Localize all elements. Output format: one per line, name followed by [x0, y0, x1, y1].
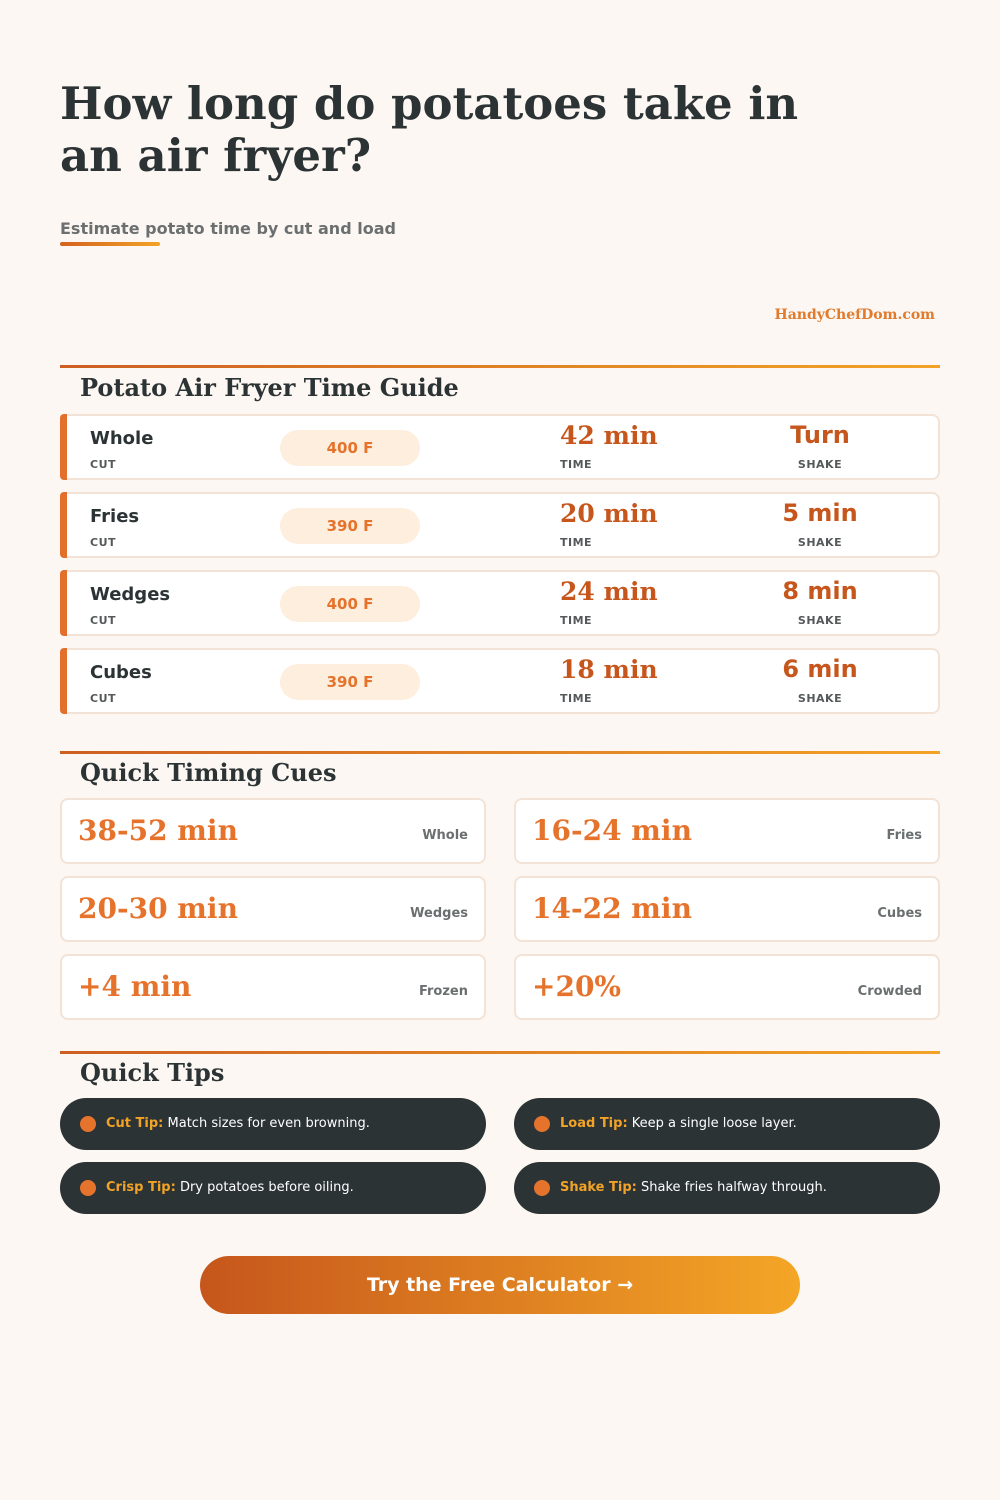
shake-value: 5 min	[782, 499, 858, 527]
cut-label: CUT	[90, 614, 117, 627]
cue-card	[60, 798, 486, 864]
time-label: TIME	[560, 458, 593, 471]
bullet-dot-icon	[80, 1116, 96, 1132]
subtitle-underline	[60, 242, 160, 246]
shake-label: SHAKE	[797, 692, 843, 705]
guide-row-whole	[60, 414, 940, 480]
cut-name: Wedges	[90, 584, 171, 605]
tip-load	[514, 1098, 940, 1150]
tip-body: Keep a single loose layer.	[631, 1116, 797, 1131]
time-value: 42 min	[560, 421, 658, 450]
cue-label: Frozen	[418, 984, 468, 999]
time-label: TIME	[560, 692, 593, 705]
temperature-pill: 400 F	[280, 586, 420, 622]
row-accent-bar	[60, 648, 67, 714]
cue-card	[514, 798, 940, 864]
time-label: TIME	[560, 536, 593, 549]
cue-value: 20-30 min	[78, 892, 238, 925]
tip-text	[106, 1116, 370, 1131]
cue-label: Fries	[886, 828, 922, 843]
row-accent-bar	[60, 570, 67, 636]
shake-label: SHAKE	[797, 614, 843, 627]
cue-value: 38-52 min	[78, 814, 238, 847]
guide-row-cubes	[60, 648, 940, 714]
time-value: 24 min	[560, 577, 658, 606]
cue-card	[514, 954, 940, 1020]
shake-value: 6 min	[782, 655, 858, 683]
tips-divider	[60, 1051, 940, 1054]
tip-crisp	[60, 1162, 486, 1214]
shake-label: SHAKE	[797, 458, 843, 471]
shake-label: SHAKE	[797, 536, 843, 549]
tip-text	[560, 1180, 827, 1195]
tip-label: Load Tip:	[560, 1116, 628, 1131]
page-title: How long do potatoes take in an air fryer?	[60, 77, 799, 182]
cue-label: Crowded	[857, 984, 922, 999]
time-value: 18 min	[560, 655, 658, 684]
cut-label: CUT	[90, 458, 117, 471]
tip-label: Cut Tip:	[106, 1116, 164, 1131]
tip-label: Crisp Tip:	[106, 1180, 176, 1195]
cue-value: +20%	[532, 970, 622, 1003]
shake-value: 8 min	[782, 577, 858, 605]
free-calculator-button[interactable]: Try the Free Calculator →	[200, 1256, 800, 1314]
temperature-pill: 390 F	[280, 508, 420, 544]
guide-title: Potato Air Fryer Time Guide	[80, 373, 459, 402]
brand-label: HandyChefDom.com	[774, 307, 935, 323]
cut-label: CUT	[90, 536, 117, 549]
cut-label: CUT	[90, 692, 117, 705]
bullet-dot-icon	[534, 1180, 550, 1196]
cues-title: Quick Timing Cues	[80, 758, 337, 787]
row-accent-bar	[60, 414, 67, 480]
guide-divider	[60, 365, 940, 368]
tip-body: Dry potatoes before oiling.	[179, 1180, 354, 1195]
guide-row-wedges	[60, 570, 940, 636]
cue-value: 14-22 min	[532, 892, 692, 925]
cue-card	[60, 876, 486, 942]
cue-label: Whole	[422, 828, 468, 843]
cue-card	[60, 954, 486, 1020]
tip-text	[106, 1180, 354, 1195]
temperature-pill: 390 F	[280, 664, 420, 700]
cue-card	[514, 876, 940, 942]
cut-name: Whole	[90, 428, 154, 449]
cue-label: Wedges	[410, 906, 468, 921]
tip-label: Shake Tip:	[560, 1180, 637, 1195]
cue-value: +4 min	[78, 970, 192, 1003]
row-accent-bar	[60, 492, 67, 558]
cut-name: Fries	[90, 506, 140, 527]
bullet-dot-icon	[80, 1180, 96, 1196]
tip-text	[560, 1116, 797, 1131]
cue-label: Cubes	[877, 906, 922, 921]
cue-value: 16-24 min	[532, 814, 692, 847]
tip-body: Shake fries halfway through.	[641, 1180, 827, 1195]
cues-divider	[60, 751, 940, 754]
time-label: TIME	[560, 614, 593, 627]
tip-shake	[514, 1162, 940, 1214]
shake-value: Turn	[790, 421, 850, 449]
tips-title: Quick Tips	[80, 1058, 225, 1087]
tip-body: Match sizes for even browning.	[167, 1116, 370, 1131]
cut-name: Cubes	[90, 662, 152, 683]
page-subtitle: Estimate potato time by cut and load	[60, 219, 396, 238]
guide-row-fries	[60, 492, 940, 558]
bullet-dot-icon	[534, 1116, 550, 1132]
temperature-pill: 400 F	[280, 430, 420, 466]
time-value: 20 min	[560, 499, 658, 528]
tip-cut	[60, 1098, 486, 1150]
